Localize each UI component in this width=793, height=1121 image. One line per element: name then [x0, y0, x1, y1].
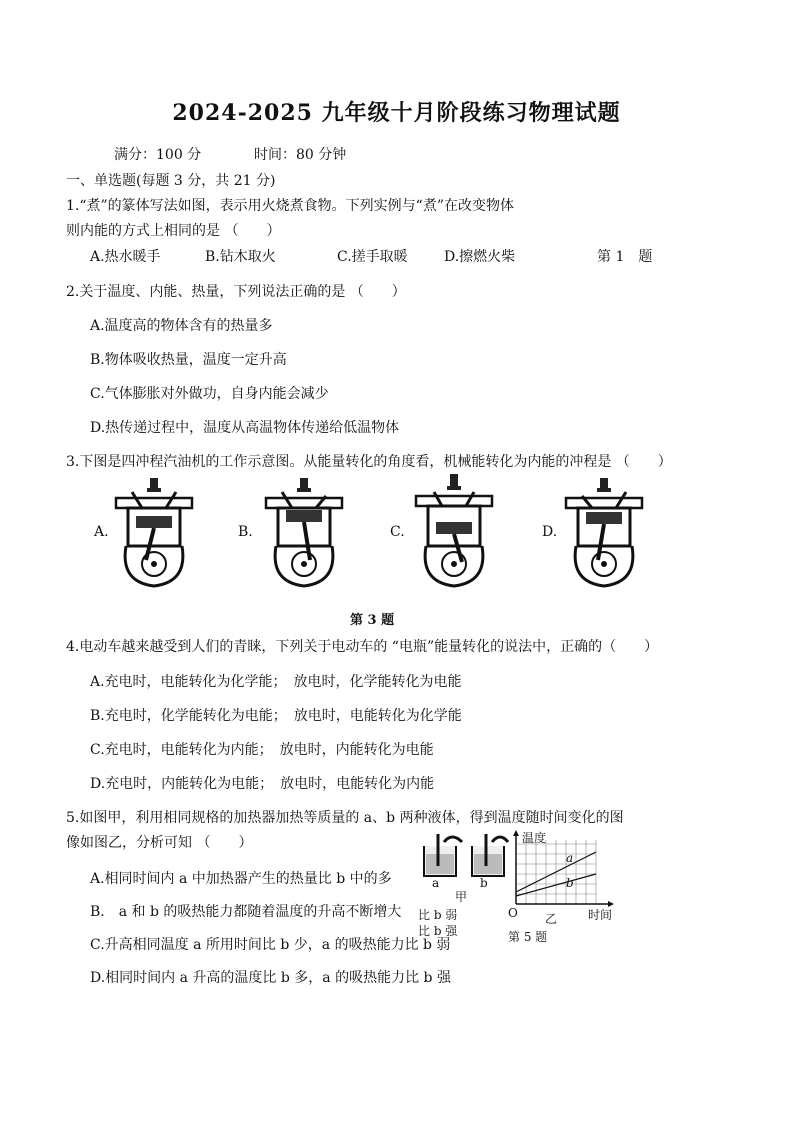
- q3-figure-caption: 第 3 题: [350, 613, 395, 628]
- q5-option-b: B. a 和 b 的吸热能力都随着温度的升高不断增大: [90, 904, 402, 920]
- q5-option-c: C.升高相同温度 a 所用时间比 b 少，a 的吸热能力比 b 弱: [90, 937, 451, 953]
- q4-option-c: C.充电时，电能转化为内能； 放电时，内能转化为电能: [90, 742, 434, 758]
- q5-stem-line2: 像如图乙，分析可知 （ ）: [66, 835, 253, 851]
- time-info: 时间：80 分钟: [254, 147, 347, 163]
- engine-diagram-b: [262, 478, 346, 588]
- graph-y-label: 温度: [522, 831, 547, 845]
- engine-diagram-a: [112, 478, 196, 588]
- section-heading: 一、单选题(每题 3 分，共 21 分): [66, 173, 276, 189]
- q5-option-d: D.相同时间内 a 升高的温度比 b 多，a 的吸热能力比 b 强: [90, 970, 451, 986]
- q2-option-b: B.物体吸收热量，温度一定升高: [90, 352, 287, 368]
- q5-stem-line1: 5.如图甲，利用相同规格的加热器加热等质量的 a、b 两种液体，得到温度随时间变化的图: [66, 810, 624, 826]
- q5-figure-caption: 第 5 题: [508, 930, 548, 944]
- q5-overlap-text-2: 比 b 强: [418, 924, 458, 938]
- q5-overlap-text-1: 比 b 弱: [418, 908, 458, 922]
- q1-stem-line2: 则内能的方式上相同的是 （ ）: [66, 223, 281, 239]
- beaker-a-label: a: [432, 876, 440, 890]
- q1-stem-line1: 1.“煮”的篆体写法如图，表示用火烧煮食物。下列实例与“煮”在改变物体: [66, 198, 514, 214]
- engine-diagram-c: [412, 474, 496, 588]
- figure-jia-label: 甲: [455, 890, 468, 904]
- page-title: 2024-2025 九年级十月阶段练习物理试题: [172, 100, 621, 126]
- figure-yi-label: 乙: [545, 912, 558, 926]
- q2-stem: 2.关于温度、内能、热量，下列说法正确的是 （ ）: [66, 284, 406, 300]
- score-info: 满分：100 分: [114, 147, 202, 163]
- q3-label-d: D.: [542, 524, 558, 540]
- q2-option-a: A.温度高的物体含有的热量多: [90, 318, 273, 334]
- q3-stem: 3.下图是四冲程汽油机的工作示意图。从能量转化的角度看，机械能转化为内能的冲程是 （ ）: [66, 454, 672, 470]
- graph-line-a-label: a: [566, 851, 574, 865]
- graph-origin-label: O: [508, 906, 518, 920]
- q1-figure-caption: 第 1 题: [597, 249, 653, 265]
- q4-option-d: D.充电时，内能转化为电能； 放电时，电能转化为内能: [90, 776, 435, 792]
- q2-option-d: D.热传递过程中，温度从高温物体传递给低温物体: [90, 420, 400, 436]
- q5-option-a: A.相同时间内 a 中加热器产生的热量比 b 中的多: [90, 871, 392, 887]
- q1-option-d: D.擦燃火柴: [444, 249, 516, 265]
- engine-diagram-d: [562, 478, 646, 588]
- beaker-b-label: b: [480, 876, 488, 890]
- q4-option-b: B.充电时，化学能转化为电能； 放电时，电能转化为化学能: [90, 708, 462, 724]
- q3-label-b: B.: [238, 524, 253, 540]
- q3-label-a: A.: [94, 524, 109, 540]
- graph-x-label: 时间: [588, 908, 613, 922]
- q2-option-c: C.气体膨胀对外做功，自身内能会减少: [90, 386, 329, 402]
- q4-stem: 4.电动车越来越受到人们的青睐，下列关于电动车的 “电瓶”能量转化的说法中，正确的（ ）: [66, 639, 659, 655]
- q1-option-c: C.搓手取暖: [337, 249, 408, 265]
- q3-label-c: C.: [390, 524, 405, 540]
- q1-option-a: A.热水暖手: [90, 249, 161, 265]
- q1-option-b: B.钻木取火: [205, 249, 276, 265]
- graph-line-b-label: b: [566, 876, 574, 890]
- q4-option-a: A.充电时，电能转化为化学能； 放电时，化学能转化为电能: [90, 674, 462, 690]
